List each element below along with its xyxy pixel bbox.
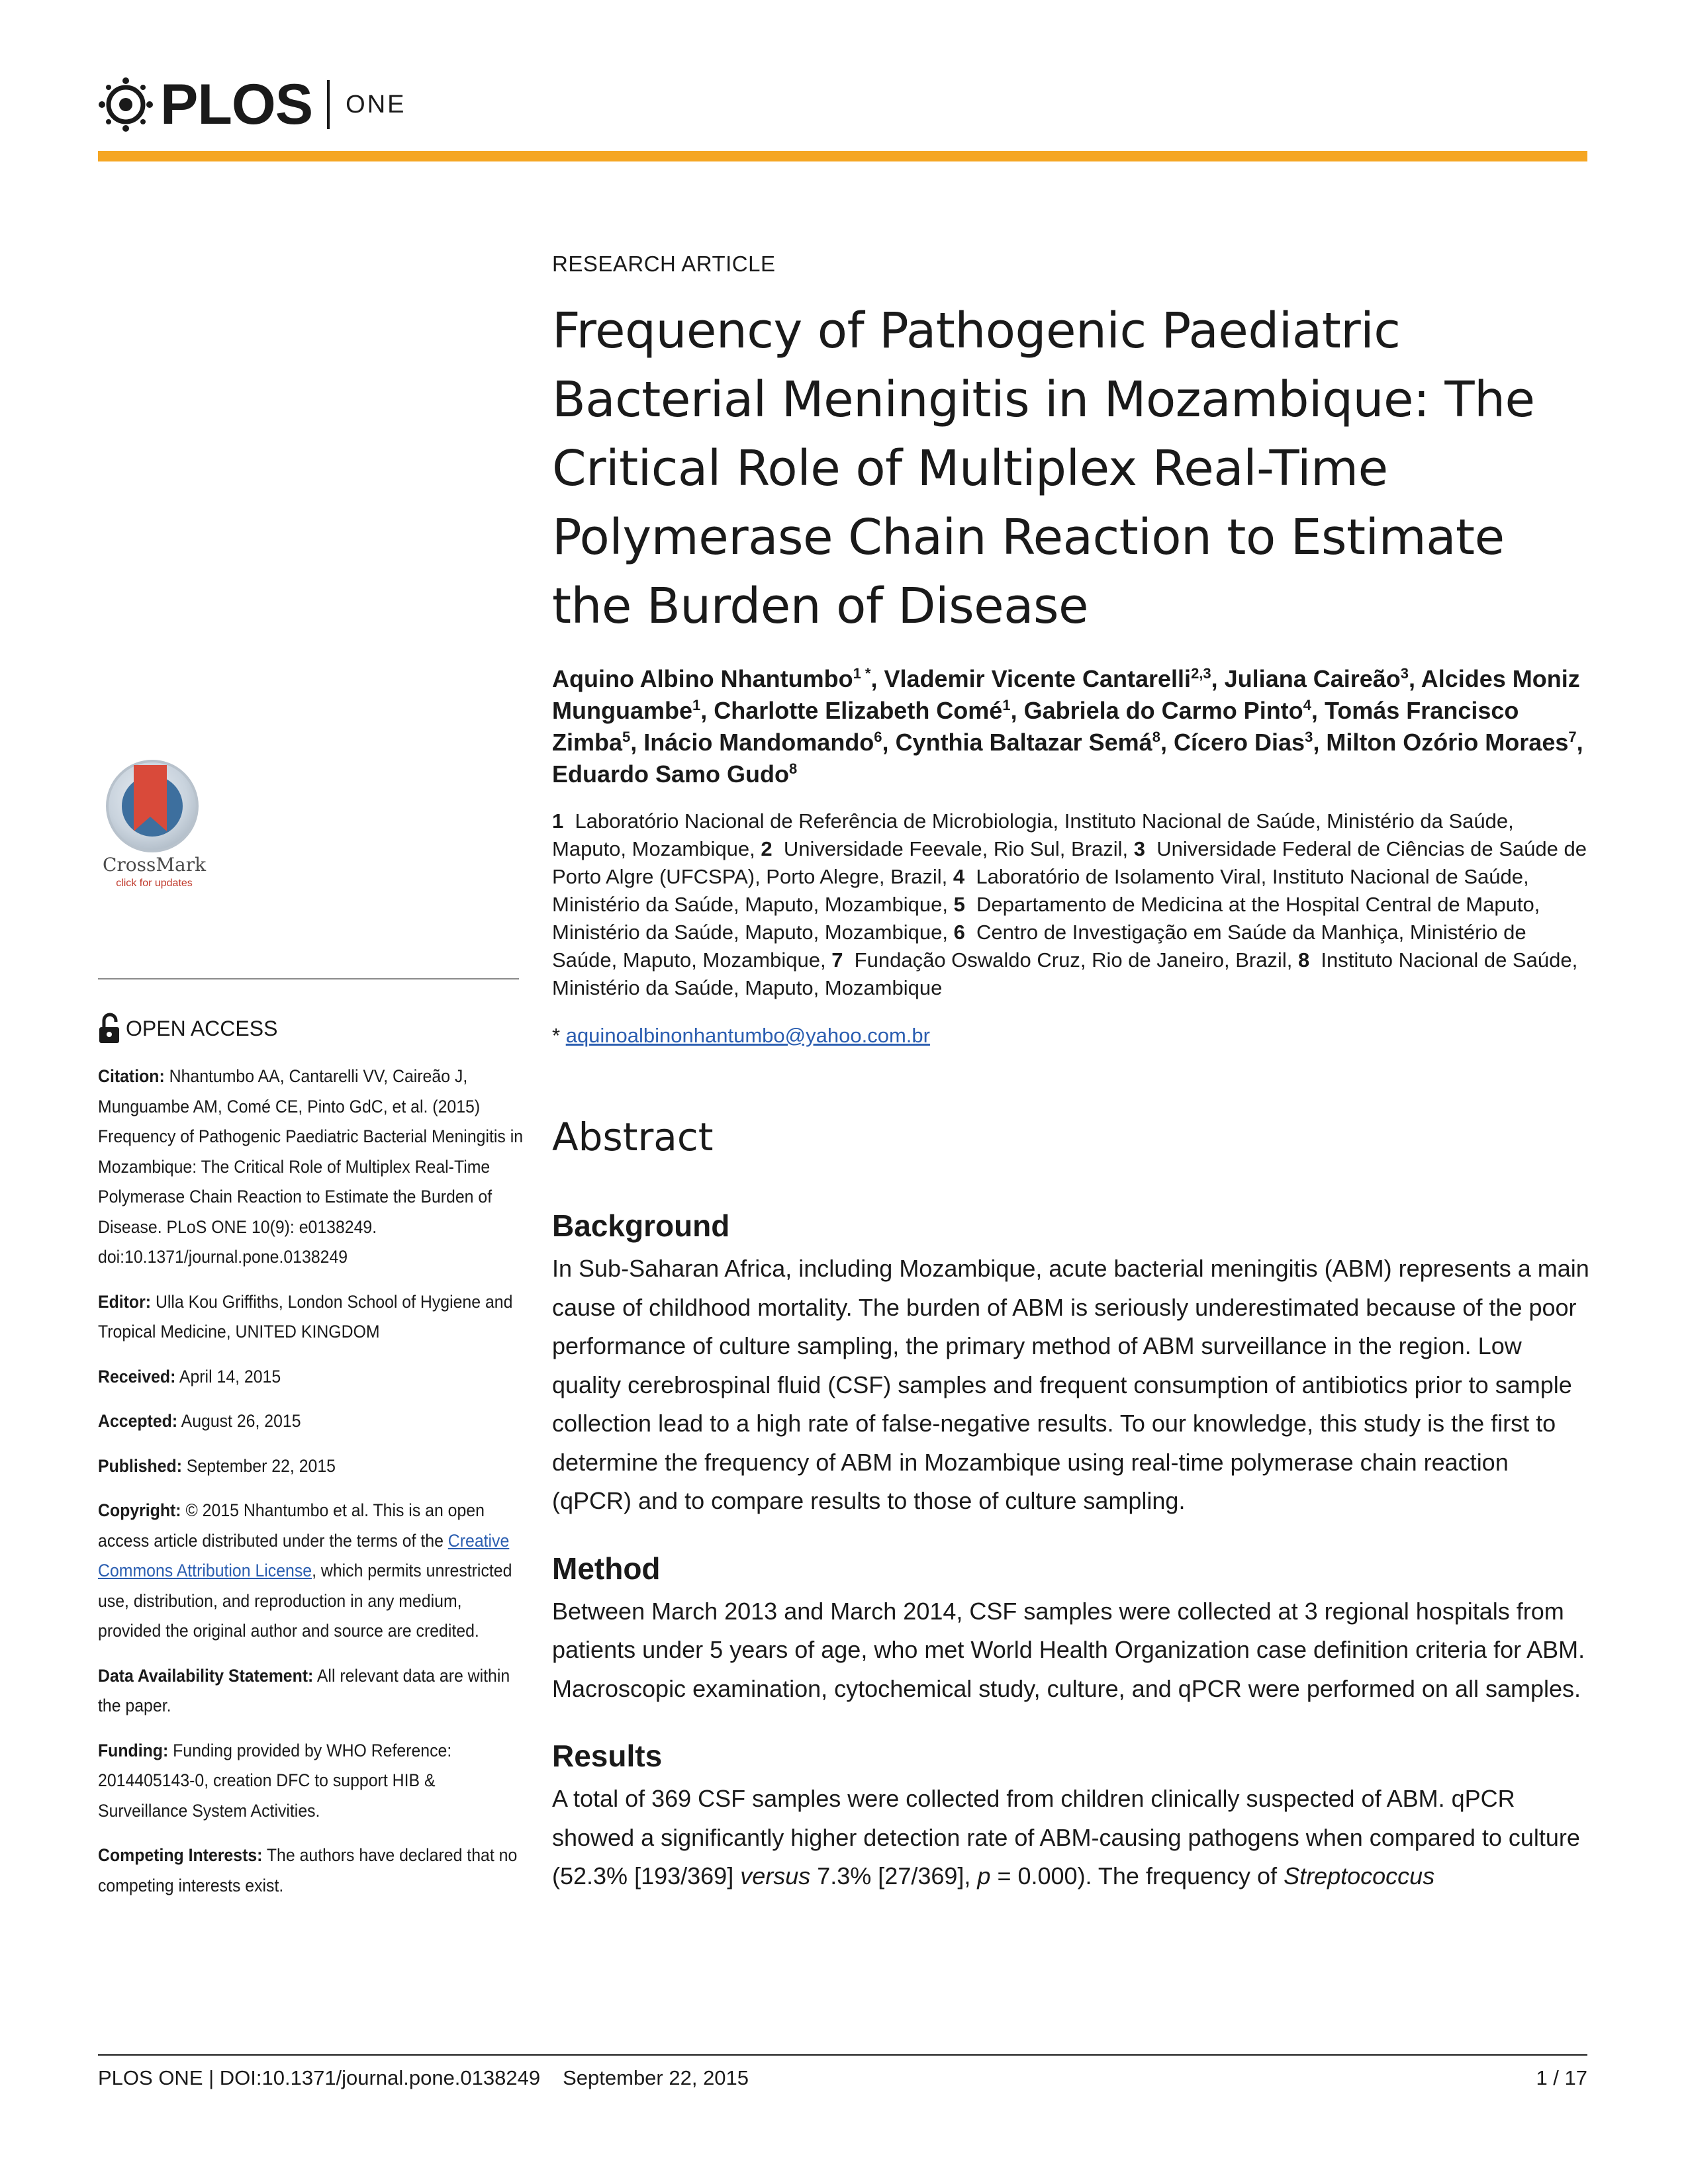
article-title: Frequency of Pathogenic Paediatric Bacterial Meningitis in Mozambique: The Critical Role of Multiplex Real-Time Polymerase Chain Reaction to Estimate the Burden of Disease [552,302,1535,635]
author-name: Tomás Francisco Zimba [552,697,1519,756]
affiliation-text: Universidade Feevale, Rio Sul, Brazil [772,837,1123,860]
logo-divider [327,80,330,129]
author-name: Charlotte Elizabeth Comé [714,697,1003,724]
article-main [552,251,1591,1896]
affiliation-number: 7 [831,948,843,972]
author-affiliation-marker: 1 * [853,665,871,682]
sidebar-divider [98,978,519,979]
published-block: Published: September 22, 2015 [98,1455,336,1476]
open-access-label: OPEN ACCESS [126,1016,278,1040]
affiliation-number: 3 [1133,837,1146,860]
crossmark-icon [106,760,199,852]
affiliation-text: Laboratório de Isolamento Viral, Instituto Nacional de Saúde, Ministério da Saúde, Maputo, Mozambique [552,865,1529,916]
affiliation-number: 8 [1297,948,1310,972]
affiliation-number: 2 [761,837,773,860]
affiliation-text: Departamento de Medicina at the Hospital Central de Maputo, Ministério da Saúde, Maputo, Mozambique [552,893,1540,944]
journal-header [98,71,1587,158]
affiliation-text: Universidade Federal de Ciências de Saúde de Porto Algre (UFCSPA), Porto Alegre, Brazil [552,837,1587,888]
open-lock-icon [98,1013,120,1044]
author-name: Cynthia Baltazar Semá [895,729,1152,756]
header-accent-rule [98,151,1587,161]
editor-block: Editor: Ulla Kou Griffiths, London School of Hygiene and Tropical Medicine, UNITED KINGDOM [98,1291,513,1342]
method-text: Between March 2013 and March 2014, CSF samples were collected at 3 regional hospitals from patients under 5 years of age, who met World Health Organization case definition criteria for ABM. Macroscopic examination, cytochemical study, culture, and qPCR were performed on all samples. [552,1597,1585,1702]
funding-block: Funding: Funding provided by WHO Reference: 2014405143-0, creation DFC to support HIB & Surveillance System Activities. [98,1740,452,1821]
accepted-block: Accepted: August 26, 2015 [98,1411,301,1431]
author-affiliation-marker: 6 [874,729,882,745]
author-affiliation-marker: 8 [1152,729,1160,745]
plos-logo[interactable] [98,71,406,138]
crossmark-sub: click for updates [116,878,193,889]
article-type: RESEARCH ARTICLE [552,251,776,276]
copyright-block: Copyright: © 2015 Nhantumbo et al. This is an open access article distributed under the terms of the Creative Commons Attribution License, which permits unrestricted use, distribution, and reproduction in any medium, provided the original author and source are credited. [98,1500,512,1641]
affiliation-text: Fundação Oswaldo Cruz, Rio de Janeiro, Brazil [843,948,1287,972]
affiliation-list: 1 Laboratório Nacional de Referência de Microbiologia, Instituto Nacional de Saúde, Ministério da Saúde, Maputo, Mozambique, 2 Universidade Feevale, Rio Sul, Brazil, 3 Universidade Federal de Ciências de Saúde de Porto Algre (UFCSPA), Porto Alegre, Brazil, 4 Laboratório de Isolamento Viral, Instituto Nacional de Saúde, Ministério da Saúde, Maputo, Mozambique, 5 Departamento de Medicina at the Hospital Central de Maputo, Ministério da Saúde, Maputo, Mozambique, 6 Centro de Investigação em Saúde da Manhiça, Ministério de Saúde, Maputo, Mozambique, 7 Fundação Oswaldo Cruz, Rio de Janeiro, Brazil, 8 Instituto Nacional de Saúde, Ministério da Saúde, Maputo, Mozambique [552,809,1587,999]
author-name: Juliana Caireão [1224,665,1401,692]
author-affiliation-marker: 1 [1002,697,1011,713]
open-access-badge [98,1013,522,1044]
author-name: Milton Ozório Moraes [1326,729,1569,756]
footer-rule [98,2054,1587,2056]
author-affiliation-marker: 5 [622,729,631,745]
footer-doi: PLOS ONE | DOI:10.1371/journal.pone.0138249 [98,2066,541,2089]
crossmark-label: CrossMark [102,854,207,876]
author-name: Vlademir Vicente Cantarelli [884,665,1192,692]
affiliation-text: Instituto Nacional de Saúde, Ministério da Saúde, Maputo, Mozambique [552,948,1578,999]
author-affiliation-marker: 2,3 [1191,665,1211,682]
author-affiliation-marker: 4 [1303,697,1311,713]
affiliation-number: 6 [953,921,965,944]
citation-block: Citation: Nhantumbo AA, Cantarelli VV, Caireão J, Munguambe AM, Comé CE, Pinto GdC, et al. (2015) Frequency of Pathogenic Paediatric Bacterial Meningitis in Mozambique: The Critical Role of Multiplex Real-Time Polymerase Chain Reaction to Estimate the Burden of Disease. PLoS ONE 10(9): e0138249. doi:10.1371/journal.pone.0138249 [98,1066,524,1267]
affiliation-text: Centro de Investigação em Saúde da Manhiça, Ministério de Saúde, Maputo, Mozambique [552,921,1526,972]
affiliation-text: Laboratório Nacional de Referência de Microbiologia, Instituto Nacional de Saúde, Ministério da Saúde, Maputo, Mozambique [552,809,1514,860]
author-name: Alcides Moniz Munguambe [552,665,1580,724]
results-heading: Results [552,1739,663,1773]
corresponding-author: * aquinoalbinonhantumbo@yahoo.com.br [552,1024,930,1047]
abstract-heading: Abstract [552,1115,714,1160]
received-block: Received: April 14, 2015 [98,1366,281,1387]
author-list: Aquino Albino Nhantumbo$^{1 *}$, Vlademir Vicente Cantarelli$^{2,3}$, Juliana Caireão$^3$, Alcides Moniz Munguambe$^1$, Charlotte Elizabeth Comé$^1$, Gabriela do Carmo Pinto$^4$, Tomás Francisco Zimba$^5$, Inácio Mandomando$^6$, Cynthia Baltazar Semá$^8$, Cícero Dias$^3$, Milton Ozório Moraes$^7$, Eduardo Samo Gudo$^8$ [552,665,1583,788]
page-number: 1 / 17 [1536,2066,1587,2089]
results-text: A total of 369 CSF samples were collected from children clinically suspected of ABM. qPCR showed a significantly higher detection rate of ABM-causing pathogens when compared to culture (52.3% [193/369] versus 7.3% [27/369], p = 0.000). The frequency of Streptococcus [552,1785,1580,1889]
logo-text: PLOS [160,72,313,136]
author-affiliation-marker: 8 [789,760,798,777]
data-availability-block: Data Availability Statement: All relevant data are within the paper. [98,1665,510,1715]
crossmark-badge[interactable] [98,760,211,892]
license-link[interactable]: Creative Commons Attribution License [98,1530,510,1580]
author-name: Gabriela do Carmo Pinto [1023,697,1303,724]
author-name: Cícero Dias [1173,729,1305,756]
corresponding-email-link[interactable]: aquinoalbinonhantumbo@yahoo.com.br [565,1024,930,1047]
method-heading: Method [552,1551,661,1586]
author-name: Eduardo Samo Gudo [552,760,790,788]
affiliation-number: 5 [953,893,965,916]
author-affiliation-marker: 7 [1568,729,1577,745]
background-heading: Background [552,1208,730,1243]
background-text: In Sub-Saharan Africa, including Mozambique, acute bacterial meningitis (ABM) represents a main cause of childhood mortality. The burden of ABM is seriously underestimated because of the poor performance of culture sampling, the primary method of ABM surveillance in the region. Low quality cerebrospinal fluid (CSF) samples and frequent consumption of antibiotics prior to sample collection lead to a high rate of false-negative results. To our knowledge, this study is the first to determine the frequency of ABM in Mozambique using real-time polymerase chain reaction (qPCR) and to compare results to those of culture sampling. [552,1255,1589,1514]
plos-logo-icon [98,77,154,132]
article-info-sidebar [98,1013,522,1901]
author-name: Inácio Mandomando [643,729,874,756]
author-affiliation-marker: 3 [1400,665,1409,682]
journal-name: ONE [346,90,406,118]
author-affiliation-marker: 3 [1305,729,1313,745]
affiliation-number: 1 [552,809,564,833]
affiliation-number: 4 [953,865,965,888]
competing-interests-block: Competing Interests: The authors have declared that no competing interests exist. [98,1845,518,1895]
author-affiliation-marker: 1 [692,697,701,713]
author-name: Aquino Albino Nhantumbo [552,665,853,692]
footer-date: September 22, 2015 [563,2066,749,2089]
